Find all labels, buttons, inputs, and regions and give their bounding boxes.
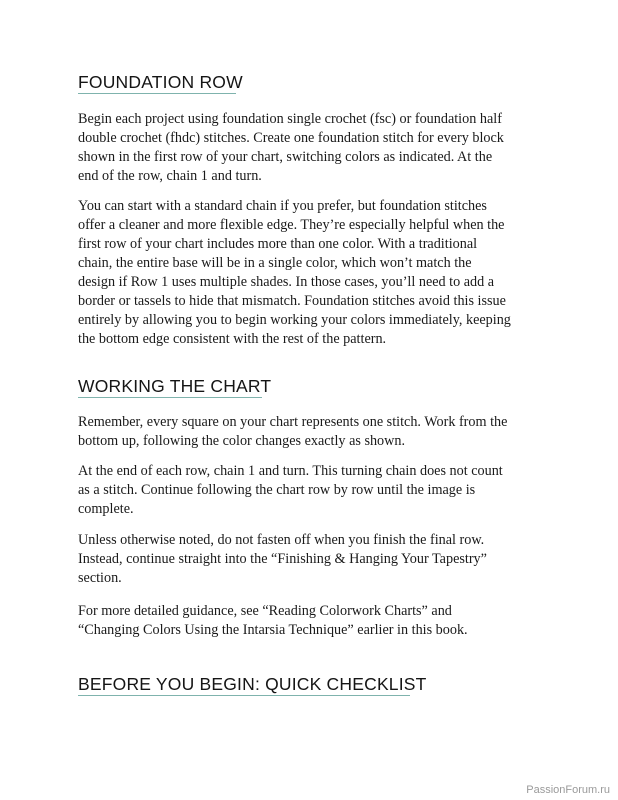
text-line: Remember, every square on your chart represents one stitch. Work from the	[78, 414, 508, 430]
text-line: Begin each project using foundation single crochet (fsc) or foundation half	[78, 111, 502, 127]
text-line: border or tassels to hide that mismatch. Foundation stitches avoid this issue	[78, 293, 506, 309]
heading-underline	[78, 93, 236, 94]
text-line: “Changing Colors Using the Intarsia Technique” earlier in this book.	[78, 622, 468, 638]
paragraph-chart-turning	[78, 462, 546, 519]
paragraph-chart-intro	[78, 413, 546, 451]
text-line: bottom up, following the color changes exactly as shown.	[78, 433, 406, 449]
text-line: offer a cleaner and more flexible edge. They’re especially helpful when the	[78, 217, 505, 233]
section-heading-quick-checklist: BEFORE YOU BEGIN: QUICK CHECKLIST	[78, 674, 427, 694]
watermark: PassionForum.ru	[526, 784, 610, 796]
text-line: Unless otherwise noted, do not fasten off when you finish the final row.	[78, 532, 485, 548]
paragraph-chart-guidance	[78, 602, 546, 640]
text-line: first row of your chart includes more than one color. With a traditional	[78, 236, 478, 252]
text-line: section.	[78, 570, 122, 586]
text-line: design if Row 1 uses multiple shades. In those cases, you’ll need to add a	[78, 274, 495, 290]
text-line: as a stitch. Continue following the chart row by row until the image is	[78, 482, 476, 498]
text-line: At the end of each row, chain 1 and turn. This turning chain does not count	[78, 463, 503, 479]
text-line: double crochet (fhdc) stitches. Create one foundation stitch for every block	[78, 130, 504, 146]
text-line: For more detailed guidance, see “Reading Colorwork Charts” and	[78, 603, 452, 619]
text-line: the bottom edge consistent with the rest of the pattern.	[78, 331, 387, 347]
paragraph-chart-final-row	[78, 531, 546, 588]
text-line: shown in the first row of your chart, switching colors as indicated. At the	[78, 149, 493, 165]
text-line: end of the row, chain 1 and turn.	[78, 168, 262, 184]
heading-underline	[78, 695, 410, 696]
text-line: chain, the entire base will be in a single color, which won’t match the	[78, 255, 472, 271]
text-line: Instead, continue straight into the “Finishing & Hanging Your Tapestry”	[78, 551, 487, 567]
paragraph-foundation-intro	[78, 110, 546, 186]
heading-underline	[78, 397, 262, 398]
section-heading-foundation-row: FOUNDATION ROW	[78, 72, 243, 92]
section-heading-working-the-chart: WORKING THE CHART	[78, 376, 272, 396]
paragraph-foundation-details	[78, 197, 546, 349]
text-line: entirely by allowing you to begin working your colors immediately, keeping	[78, 312, 511, 328]
text-line: You can start with a standard chain if you prefer, but foundation stitches	[78, 198, 487, 214]
text-line: complete.	[78, 501, 134, 517]
